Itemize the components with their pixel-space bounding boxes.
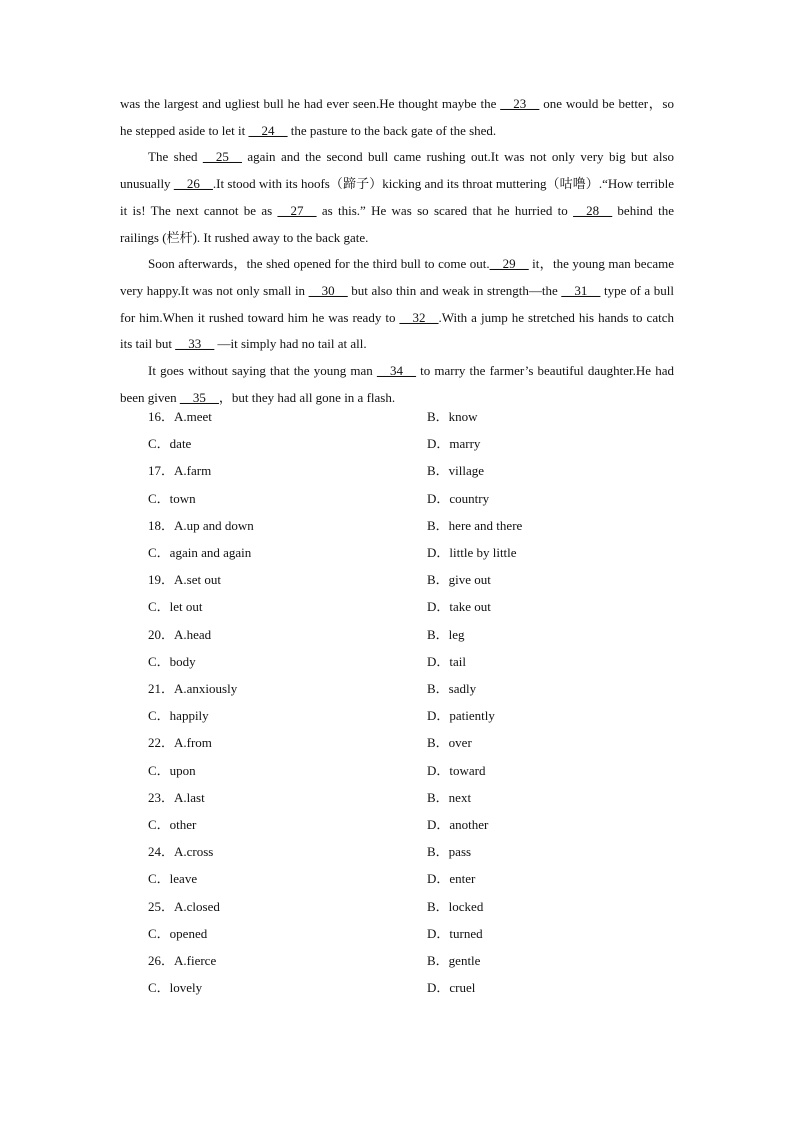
option-row <box>148 489 688 509</box>
option-right: B．locked <box>427 898 484 914</box>
option-right: D．another <box>427 817 489 832</box>
option-row <box>148 733 688 753</box>
paragraph-4 <box>120 358 674 411</box>
option-row <box>148 706 688 726</box>
blank-31: __31__ <box>561 282 601 298</box>
option-right: B．leg <box>427 626 465 642</box>
option-right: D．enter <box>427 871 476 887</box>
option-row <box>148 652 688 672</box>
option-left: C．opened <box>148 925 208 941</box>
option-row <box>148 788 688 808</box>
passage-text: but also thin and weak in strength—the <box>347 282 562 298</box>
passage-text: to marry the farmer’s beautiful daughter.He had been given <box>120 363 674 405</box>
option-row <box>148 761 688 781</box>
option-left: 24．A.cross <box>148 844 214 860</box>
blank-23: __23__ <box>500 96 540 111</box>
option-right: D．little by little <box>427 545 517 560</box>
option-row <box>148 842 688 862</box>
option-row <box>148 869 688 889</box>
option-left: C．again and again <box>148 545 252 560</box>
blank-32: __32__ <box>399 309 439 325</box>
passage-text: The shed <box>148 149 203 165</box>
option-left: C．leave <box>148 871 198 887</box>
option-left: 17．A.farm <box>148 463 212 479</box>
option-row <box>148 897 688 917</box>
passage-text: again and the second bull came rushing out.It was not only very big but also unusually <box>120 149 674 192</box>
option-left: C．upon <box>148 762 196 778</box>
option-right: B．next <box>427 789 472 805</box>
passage-text: .With a jump he stretched his hands to catch its tail but <box>120 309 674 352</box>
option-row <box>148 516 688 536</box>
option-row <box>148 570 688 590</box>
option-left: C．date <box>148 436 192 452</box>
option-row <box>148 543 688 563</box>
passage-text: type of a bull for him.When it rushed toward him he was ready to <box>120 282 674 325</box>
passage <box>120 91 674 411</box>
option-row <box>148 407 688 427</box>
option-left: 25．A.closed <box>148 898 220 914</box>
blank-26: __26__ <box>173 176 213 192</box>
passage-text: was the largest and ugliest bull he had ever seen.He thought maybe the <box>120 96 501 111</box>
option-row <box>148 461 688 481</box>
blank-29: __29__ <box>489 256 529 272</box>
passage-text: —it simply had no tail at all. <box>214 336 367 352</box>
passage-text: It goes without saying that the young man <box>148 363 377 379</box>
option-left: 16．A.meet <box>148 409 212 424</box>
option-row <box>148 625 688 645</box>
option-right: D．tail <box>427 653 466 669</box>
option-row <box>148 597 688 617</box>
option-left: C．let out <box>148 599 203 615</box>
paragraph-3 <box>120 251 674 358</box>
option-right: B．over <box>427 735 472 751</box>
option-right: B．village <box>427 463 485 479</box>
option-row <box>148 815 688 835</box>
passage-text: as this.” He was so scared that he hurried to <box>316 202 574 218</box>
passage-text: Soon afterwards，the shed opened for the third bull to come out. <box>148 256 490 272</box>
option-left: C．happily <box>148 708 209 724</box>
option-right: D．toward <box>427 762 486 778</box>
blank-30: __30__ <box>308 282 348 298</box>
option-left: 19．A.set out <box>148 572 221 588</box>
option-left: 26．A.fierce <box>148 953 217 968</box>
option-left: 22．A.from <box>148 735 212 751</box>
blank-25: __25__ <box>202 149 242 165</box>
option-right: D．patiently <box>427 708 495 724</box>
option-right: B．here and there <box>427 517 523 533</box>
option-row <box>148 434 688 454</box>
option-left: C．lovely <box>148 980 203 996</box>
option-right: D．marry <box>427 436 481 452</box>
option-right: B．give out <box>427 572 491 588</box>
option-row <box>148 679 688 699</box>
passage-text: .It stood with its hoofs（蹄子）kicking and its throat muttering（咕噜）.“How terrible it is! The next cannot be as <box>120 176 675 218</box>
option-left: 20．A.head <box>148 626 212 642</box>
paragraph-2 <box>120 144 674 251</box>
passage-text: the pasture to the back gate of the shed. <box>287 122 497 138</box>
blank-28: __28__ <box>573 202 613 218</box>
option-right: D．turned <box>427 925 483 941</box>
blank-33: __33__ <box>175 336 215 352</box>
passage-text: behind the railings (栏杆). It rushed away to the back gate. <box>120 202 674 245</box>
paragraph-1 <box>120 91 674 144</box>
option-right: D．cruel <box>427 980 476 996</box>
option-right: D．country <box>427 490 490 506</box>
option-row <box>148 924 688 944</box>
option-right: B．gentle <box>427 953 481 968</box>
option-right: B．pass <box>427 844 472 860</box>
passage-text: one would be better，so he stepped aside to let it <box>120 96 674 138</box>
option-left: C．town <box>148 490 196 506</box>
passage-text: it，the young man became very happy.It was not only small in <box>120 256 674 298</box>
option-left: C．body <box>148 653 196 669</box>
option-row <box>148 951 688 971</box>
option-right: D．take out <box>427 599 491 615</box>
option-right: B．know <box>427 409 478 424</box>
option-right: B．sadly <box>427 681 477 696</box>
blank-27: __27__ <box>277 202 317 218</box>
blank-24: __24__ <box>248 122 288 138</box>
option-left: C．other <box>148 817 197 832</box>
blank-34: __34__ <box>376 363 416 379</box>
option-left: 21．A.anxiously <box>148 681 238 696</box>
option-row <box>148 978 688 998</box>
option-left: 18．A.up and down <box>148 517 254 533</box>
passage-text: ，but they had all gone in a flash. <box>218 389 396 405</box>
blank-35: __35__ <box>179 389 219 405</box>
option-left: 23．A.last <box>148 789 205 805</box>
